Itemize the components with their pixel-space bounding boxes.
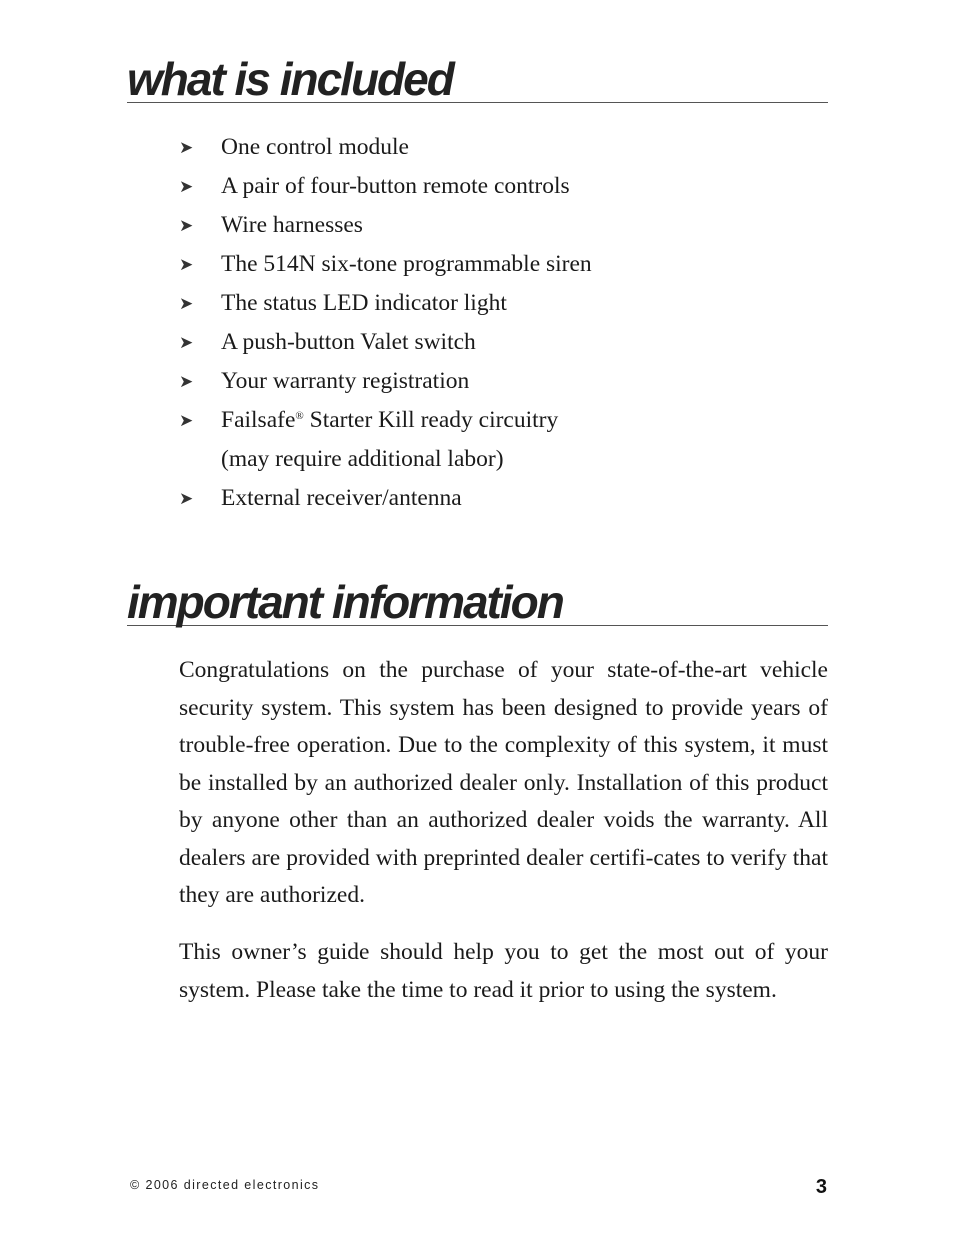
heading-what-is-included: what is included [127,53,453,105]
failsafe-description: Starter Kill ready circuitry [303,407,559,433]
included-items-list [179,128,592,518]
list-item-text: A pair of four-button remote controls [221,173,570,199]
list-item-text: Wire harnesses [221,212,363,238]
heading-important-information: important information [127,576,563,628]
list-item-failsafe [179,401,592,479]
section-heading-important-information [127,576,828,628]
paragraph-congratulations: Congratulations on the purchase of your state-of-the-art vehicle security system. This system has been designed to provide years of trouble-free operation. Due to the complexity of this system, it must be installed by an authorized dealer only. Installation of this product by anyone other than an authorized dealer voids the warranty. All dealers are provided with preprinted dealer certifi-cates to verify that they are authorized. [179,657,828,908]
list-item [179,206,592,245]
list-item [179,362,592,401]
list-item [179,284,592,323]
failsafe-continuation: (may require additional labor) [221,446,504,472]
list-item [179,128,592,167]
arrow-bullet-icon: ➤ [179,372,194,391]
arrow-bullet-icon: ➤ [179,138,194,157]
list-item [179,167,592,206]
page-number: 3 [815,1176,827,1198]
arrow-bullet-icon: ➤ [179,489,194,508]
list-item [179,479,592,518]
list-item-text: A push-button Valet switch [221,329,476,355]
list-item [179,245,592,284]
arrow-bullet-icon: ➤ [179,333,194,352]
footer-copyright: © 2006 directed electronics [130,1178,320,1192]
failsafe-name: Failsafe [221,407,296,433]
list-item-text: The status LED indicator light [221,290,507,316]
arrow-bullet-icon: ➤ [179,411,194,430]
arrow-bullet-icon: ➤ [179,216,194,235]
list-item-text: External receiver/antenna [221,485,462,511]
registered-mark: ® [295,410,304,422]
section-heading-what-is-included [127,53,828,105]
arrow-bullet-icon: ➤ [179,177,194,196]
arrow-bullet-icon: ➤ [179,255,194,274]
list-item-text: Your warranty registration [221,368,470,394]
list-item [179,323,592,362]
list-item-text: The 514N six-tone programmable siren [221,251,592,277]
list-item-text: One control module [221,134,409,160]
arrow-bullet-icon: ➤ [179,294,194,313]
paragraph-owners-guide: This owner’s guide should help you to get the most out of your system. Please take the time to read it prior to using the system. [179,939,828,1003]
